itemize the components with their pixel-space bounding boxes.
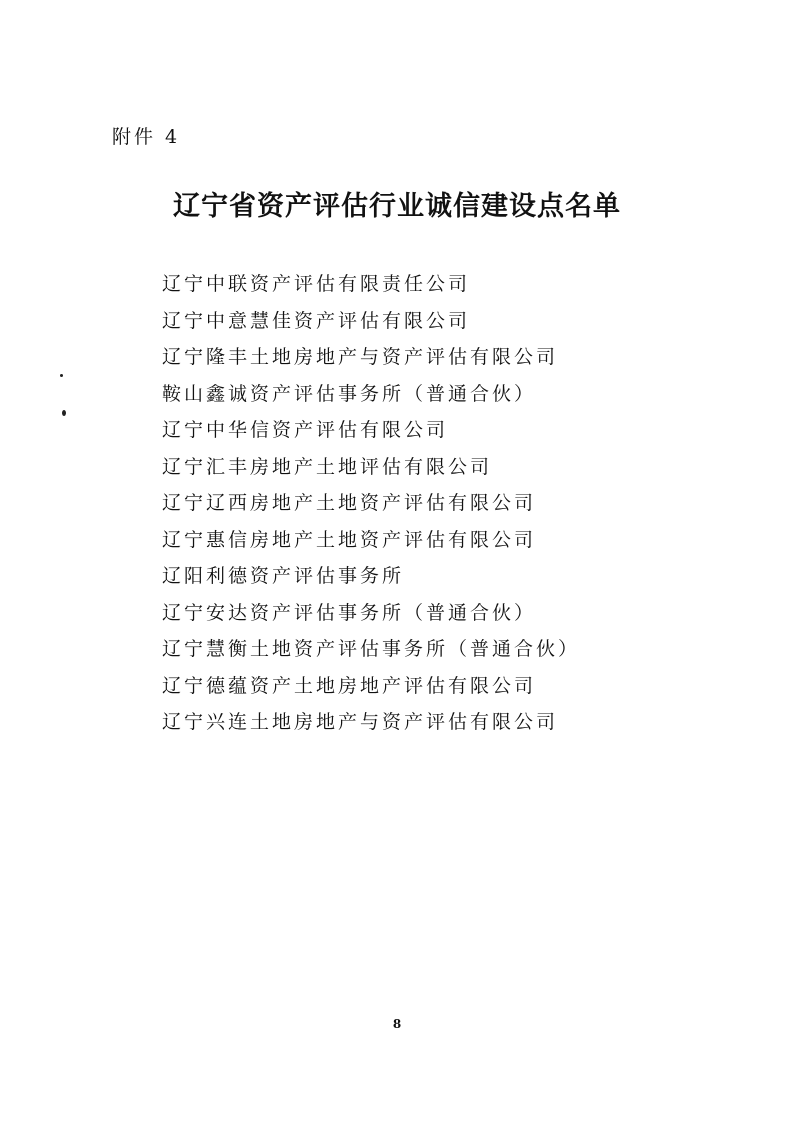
scan-speck [60, 374, 63, 377]
list-item: 辽阳利德资产评估事务所 [162, 565, 405, 587]
list-item: 辽宁慧衡土地资产评估事务所（普通合伙） [162, 638, 581, 660]
list-item: 鞍山鑫诚资产评估事务所（普通合伙） [162, 382, 537, 405]
organization-list [162, 266, 580, 741]
list-item: 辽宁中意慧佳资产评估有限公司 [162, 309, 471, 332]
list-item: 辽宁惠信房地产土地资产评估有限公司 [162, 528, 537, 551]
list-item: 辽宁德蕴资产土地房地产评估有限公司 [162, 674, 537, 697]
list-item: 辽宁汇丰房地产土地评估有限公司 [162, 455, 493, 478]
attachment-label: 附件 4 [112, 126, 181, 148]
document-title: 辽宁省资产评估行业诚信建设点名单 [173, 191, 621, 222]
list-item: 辽宁隆丰土地房地产与资产评估有限公司 [162, 346, 559, 368]
list-item: 辽宁中华信资产评估有限公司 [162, 419, 449, 441]
list-item: 辽宁中联资产评估有限责任公司 [162, 273, 471, 295]
page-number: 8 [392, 1017, 402, 1031]
list-item: 辽宁安达资产评估事务所（普通合伙） [162, 601, 537, 624]
list-item: 辽宁兴连土地房地产与资产评估有限公司 [162, 711, 559, 733]
list-item: 辽宁辽西房地产土地资产评估有限公司 [162, 492, 537, 514]
scan-speck [62, 410, 66, 416]
